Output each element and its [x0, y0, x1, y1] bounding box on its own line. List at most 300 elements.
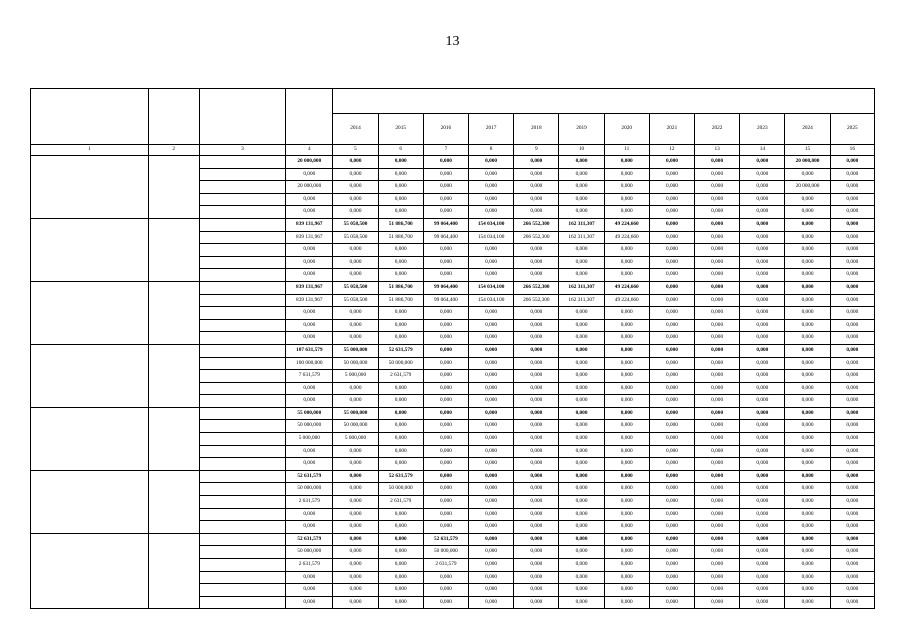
year-value-cell: 0,000: [423, 382, 468, 395]
year-value-cell: 0,000: [559, 193, 604, 206]
year-value-cell: 0,000: [469, 596, 514, 609]
year-value-cell: 5 000,000: [333, 433, 378, 446]
year-value-cell: 0,000: [649, 584, 694, 597]
year-value-cell: 0,000: [740, 281, 785, 294]
year-value-cell: 0,000: [333, 269, 378, 282]
year-value-cell: 0,000: [469, 168, 514, 181]
year-value-cell: 0,000: [830, 395, 874, 408]
year-value-cell: 0,000: [514, 193, 559, 206]
year-value-cell: 0,000: [604, 319, 649, 332]
table-row: [31, 344, 875, 357]
program-name-cell: [31, 533, 149, 609]
total-cell: 0,000: [286, 332, 333, 345]
year-value-cell: 0,000: [604, 395, 649, 408]
table-row: [31, 281, 875, 294]
year-value-cell: 0,000: [604, 496, 649, 509]
year-value-cell: 0,000: [333, 395, 378, 408]
year-value-cell: 0,000: [740, 218, 785, 231]
funding-source-cell: [199, 344, 285, 357]
year-value-cell: 0,000: [649, 533, 694, 546]
year-value-cell: 0,000: [740, 256, 785, 269]
budget-table: [30, 88, 875, 609]
year-value-cell: 0,000: [423, 307, 468, 320]
year-value-cell: 0,000: [378, 508, 423, 521]
funding-source-cell: [199, 294, 285, 307]
year-value-cell: 0,000: [333, 181, 378, 194]
column-number: 5: [333, 145, 378, 156]
funding-source-cell: [199, 307, 285, 320]
year-value-cell: 0,000: [785, 458, 830, 471]
funding-source-cell: [199, 244, 285, 257]
year-value-cell: 0,000: [649, 370, 694, 383]
year-value-cell: 0,000: [785, 294, 830, 307]
year-value-cell: 0,000: [423, 193, 468, 206]
year-value-cell: 0,000: [695, 483, 740, 496]
program-name-cell: [31, 218, 149, 281]
year-value-cell: 0,000: [785, 433, 830, 446]
year-value-cell: 0,000: [469, 433, 514, 446]
year-value-cell: 0,000: [649, 168, 694, 181]
year-value-cell: 0,000: [423, 445, 468, 458]
year-value-cell: 0,000: [469, 156, 514, 169]
year-value-cell: 0,000: [740, 294, 785, 307]
year-value-cell: 0,000: [514, 521, 559, 534]
year-value-cell: 0,000: [649, 559, 694, 572]
year-value-cell: 0,000: [559, 445, 604, 458]
column-number: 12: [649, 145, 694, 156]
total-cell: 100 000,000: [286, 357, 333, 370]
year-value-cell: 0,000: [785, 357, 830, 370]
program-name-cell: [31, 470, 149, 533]
year-value-cell: 0,000: [469, 420, 514, 433]
year-value-cell: 0,000: [333, 596, 378, 609]
year-value-cell: 0,000: [604, 445, 649, 458]
header-year: 2025: [830, 114, 874, 145]
grbs-cell: [148, 156, 199, 219]
year-value-cell: 0,000: [649, 357, 694, 370]
year-value-cell: 0,000: [740, 584, 785, 597]
year-value-cell: 0,000: [604, 269, 649, 282]
total-cell: 0,000: [286, 319, 333, 332]
year-value-cell: 0,000: [695, 244, 740, 257]
year-value-cell: 0,000: [469, 508, 514, 521]
year-value-cell: 0,000: [469, 458, 514, 471]
year-value-cell: 0,000: [785, 521, 830, 534]
total-cell: 20 000,000: [286, 181, 333, 194]
year-value-cell: 99 064,400: [423, 218, 468, 231]
year-value-cell: 0,000: [469, 319, 514, 332]
year-value-cell: 0,000: [378, 445, 423, 458]
funding-source-cell: [199, 156, 285, 169]
year-value-cell: 5 000,000: [333, 370, 378, 383]
year-value-cell: 0,000: [333, 382, 378, 395]
funding-source-cell: [199, 521, 285, 534]
total-cell: 0,000: [286, 244, 333, 257]
table-row: [31, 407, 875, 420]
year-value-cell: 0,000: [785, 508, 830, 521]
funding-source-cell: [199, 445, 285, 458]
year-value-cell: 0,000: [740, 407, 785, 420]
year-value-cell: 0,000: [514, 307, 559, 320]
year-value-cell: 0,000: [830, 584, 874, 597]
column-number: 10: [559, 145, 604, 156]
year-value-cell: 0,000: [378, 269, 423, 282]
year-value-cell: 0,000: [649, 433, 694, 446]
year-value-cell: 0,000: [423, 508, 468, 521]
year-value-cell: 55 058,500: [333, 294, 378, 307]
year-value-cell: 0,000: [514, 483, 559, 496]
year-value-cell: 0,000: [649, 256, 694, 269]
header-source: [199, 89, 285, 145]
total-cell: 0,000: [286, 571, 333, 584]
year-value-cell: 0,000: [830, 193, 874, 206]
year-value-cell: 0,000: [604, 181, 649, 194]
year-value-cell: 0,000: [469, 496, 514, 509]
year-value-cell: 0,000: [830, 156, 874, 169]
year-value-cell: 0,000: [830, 307, 874, 320]
column-number: 14: [740, 145, 785, 156]
program-name-cell: [31, 156, 149, 219]
year-value-cell: 0,000: [333, 332, 378, 345]
year-value-cell: 52 631,579: [423, 533, 468, 546]
year-value-cell: 0,000: [559, 458, 604, 471]
year-value-cell: 0,000: [423, 596, 468, 609]
year-value-cell: 0,000: [514, 206, 559, 219]
year-value-cell: 0,000: [695, 533, 740, 546]
year-value-cell: 0,000: [785, 470, 830, 483]
header-year: 2021: [649, 114, 694, 145]
total-cell: 2 631,579: [286, 559, 333, 572]
year-value-cell: 0,000: [514, 559, 559, 572]
grbs-cell: [148, 470, 199, 533]
year-value-cell: 0,000: [333, 521, 378, 534]
year-value-cell: 0,000: [423, 571, 468, 584]
year-value-cell: 0,000: [333, 483, 378, 496]
year-value-cell: 0,000: [830, 357, 874, 370]
year-value-cell: 0,000: [785, 407, 830, 420]
funding-source-cell: [199, 420, 285, 433]
year-value-cell: 0,000: [423, 269, 468, 282]
year-value-cell: 0,000: [469, 546, 514, 559]
year-value-cell: 0,000: [469, 193, 514, 206]
year-value-cell: 0,000: [830, 458, 874, 471]
year-value-cell: 0,000: [649, 319, 694, 332]
year-value-cell: 0,000: [649, 269, 694, 282]
year-value-cell: 0,000: [378, 319, 423, 332]
year-value-cell: 0,000: [333, 319, 378, 332]
year-value-cell: 0,000: [514, 269, 559, 282]
year-value-cell: 0,000: [740, 332, 785, 345]
column-number: 15: [785, 145, 830, 156]
year-value-cell: 0,000: [785, 596, 830, 609]
year-value-cell: 0,000: [604, 470, 649, 483]
year-value-cell: 0,000: [559, 370, 604, 383]
year-value-cell: 0,000: [469, 407, 514, 420]
year-value-cell: 0,000: [830, 596, 874, 609]
column-number: 4: [286, 145, 333, 156]
year-value-cell: 0,000: [378, 584, 423, 597]
year-value-cell: 0,000: [378, 256, 423, 269]
year-value-cell: 0,000: [695, 584, 740, 597]
year-value-cell: 0,000: [604, 571, 649, 584]
funding-source-cell: [199, 382, 285, 395]
year-value-cell: 0,000: [378, 458, 423, 471]
year-value-cell: 0,000: [333, 546, 378, 559]
year-value-cell: 0,000: [740, 181, 785, 194]
year-value-cell: 0,000: [604, 344, 649, 357]
year-value-cell: 0,000: [649, 496, 694, 509]
year-value-cell: 0,000: [514, 168, 559, 181]
year-value-cell: 0,000: [378, 546, 423, 559]
year-value-cell: 0,000: [695, 521, 740, 534]
year-value-cell: 0,000: [695, 269, 740, 282]
year-value-cell: 0,000: [785, 244, 830, 257]
year-value-cell: 0,000: [830, 332, 874, 345]
year-value-cell: 0,000: [559, 584, 604, 597]
year-value-cell: 0,000: [649, 156, 694, 169]
year-value-cell: 0,000: [830, 445, 874, 458]
header-year: 2020: [604, 114, 649, 145]
year-value-cell: 0,000: [469, 445, 514, 458]
year-value-cell: 0,000: [740, 508, 785, 521]
year-value-cell: 0,000: [469, 357, 514, 370]
year-value-cell: 0,000: [830, 483, 874, 496]
year-value-cell: 0,000: [695, 559, 740, 572]
year-value-cell: 0,000: [830, 256, 874, 269]
year-value-cell: 0,000: [423, 156, 468, 169]
year-value-cell: 0,000: [604, 521, 649, 534]
total-cell: 107 631,579: [286, 344, 333, 357]
funding-source-cell: [199, 407, 285, 420]
column-number: 13: [695, 145, 740, 156]
year-value-cell: 0,000: [649, 470, 694, 483]
funding-source-cell: [199, 483, 285, 496]
year-value-cell: 20 000,000: [785, 181, 830, 194]
year-value-cell: 154 034,100: [469, 281, 514, 294]
funding-source-cell: [199, 508, 285, 521]
year-value-cell: 0,000: [649, 193, 694, 206]
year-value-cell: 0,000: [378, 332, 423, 345]
year-value-cell: 0,000: [514, 458, 559, 471]
funding-source-cell: [199, 458, 285, 471]
year-value-cell: 0,000: [469, 382, 514, 395]
funding-source-cell: [199, 256, 285, 269]
year-value-cell: 51 886,700: [378, 218, 423, 231]
year-value-cell: 0,000: [695, 445, 740, 458]
year-value-cell: 0,000: [378, 307, 423, 320]
year-value-cell: 0,000: [423, 206, 468, 219]
column-number: 6: [378, 145, 423, 156]
year-value-cell: 0,000: [649, 206, 694, 219]
table-header: [31, 89, 875, 156]
year-value-cell: 0,000: [333, 307, 378, 320]
column-number: 3: [199, 145, 285, 156]
header-program: [31, 89, 149, 145]
year-value-cell: 0,000: [333, 571, 378, 584]
year-value-cell: 0,000: [604, 433, 649, 446]
table-row: [31, 533, 875, 546]
funding-source-cell: [199, 559, 285, 572]
year-value-cell: 0,000: [469, 584, 514, 597]
year-value-cell: 0,000: [378, 181, 423, 194]
year-value-cell: 0,000: [695, 319, 740, 332]
year-value-cell: 0,000: [740, 496, 785, 509]
year-value-cell: 50 000,000: [333, 420, 378, 433]
year-value-cell: 0,000: [559, 156, 604, 169]
total-cell: 0,000: [286, 508, 333, 521]
year-value-cell: 0,000: [830, 382, 874, 395]
total-cell: 50 000,000: [286, 483, 333, 496]
year-value-cell: 0,000: [740, 546, 785, 559]
year-value-cell: 266 552,300: [514, 281, 559, 294]
year-value-cell: 0,000: [604, 168, 649, 181]
year-value-cell: 0,000: [514, 445, 559, 458]
year-value-cell: 0,000: [514, 584, 559, 597]
year-value-cell: 0,000: [830, 533, 874, 546]
year-value-cell: 0,000: [333, 559, 378, 572]
year-value-cell: 50 000,000: [333, 357, 378, 370]
year-value-cell: 0,000: [604, 357, 649, 370]
year-value-cell: 0,000: [830, 181, 874, 194]
year-value-cell: 0,000: [378, 420, 423, 433]
year-value-cell: 0,000: [695, 168, 740, 181]
year-value-cell: 0,000: [514, 344, 559, 357]
year-value-cell: 0,000: [423, 370, 468, 383]
year-value-cell: 0,000: [785, 533, 830, 546]
funding-source-cell: [199, 470, 285, 483]
year-value-cell: 0,000: [559, 508, 604, 521]
year-value-cell: 0,000: [785, 206, 830, 219]
year-value-cell: 0,000: [469, 181, 514, 194]
grbs-cell: [148, 533, 199, 609]
header-year: 2015: [378, 114, 423, 145]
year-value-cell: 0,000: [830, 496, 874, 509]
year-value-cell: 0,000: [514, 256, 559, 269]
year-value-cell: 0,000: [785, 420, 830, 433]
year-value-cell: 2 631,579: [378, 496, 423, 509]
year-value-cell: 0,000: [830, 244, 874, 257]
year-value-cell: 0,000: [830, 521, 874, 534]
year-value-cell: 0,000: [333, 193, 378, 206]
year-value-cell: 0,000: [333, 244, 378, 257]
year-value-cell: 0,000: [469, 533, 514, 546]
year-value-cell: 0,000: [559, 382, 604, 395]
year-value-cell: 0,000: [423, 332, 468, 345]
year-value-cell: 0,000: [423, 256, 468, 269]
year-value-cell: 55 058,500: [333, 231, 378, 244]
year-value-cell: 0,000: [333, 470, 378, 483]
year-value-cell: 0,000: [649, 407, 694, 420]
year-value-cell: 154 034,100: [469, 231, 514, 244]
total-cell: 839 131,967: [286, 294, 333, 307]
funding-source-cell: [199, 168, 285, 181]
year-value-cell: 0,000: [559, 533, 604, 546]
year-value-cell: 0,000: [423, 407, 468, 420]
year-value-cell: 0,000: [785, 193, 830, 206]
year-value-cell: 55 058,500: [333, 281, 378, 294]
year-value-cell: 0,000: [514, 508, 559, 521]
year-value-cell: 0,000: [378, 206, 423, 219]
year-value-cell: 0,000: [514, 470, 559, 483]
year-value-cell: 0,000: [785, 332, 830, 345]
total-cell: 0,000: [286, 269, 333, 282]
year-value-cell: 49 224,660: [604, 281, 649, 294]
year-value-cell: 0,000: [785, 319, 830, 332]
year-value-cell: 0,000: [604, 382, 649, 395]
year-value-cell: 0,000: [785, 382, 830, 395]
year-value-cell: 0,000: [740, 559, 785, 572]
funding-source-cell: [199, 496, 285, 509]
year-value-cell: 0,000: [469, 571, 514, 584]
year-value-cell: 0,000: [514, 407, 559, 420]
year-value-cell: 0,000: [333, 445, 378, 458]
year-value-cell: 0,000: [514, 319, 559, 332]
year-value-cell: 0,000: [378, 521, 423, 534]
year-value-cell: 55 000,000: [333, 344, 378, 357]
total-cell: 0,000: [286, 168, 333, 181]
year-value-cell: 154 034,100: [469, 294, 514, 307]
year-value-cell: 0,000: [830, 344, 874, 357]
header-year: 2018: [514, 114, 559, 145]
year-value-cell: 0,000: [423, 496, 468, 509]
year-value-cell: 0,000: [830, 470, 874, 483]
column-number: 9: [514, 145, 559, 156]
funding-source-cell: [199, 231, 285, 244]
year-value-cell: 0,000: [695, 206, 740, 219]
year-value-cell: 50 000,000: [378, 357, 423, 370]
year-value-cell: 0,000: [740, 483, 785, 496]
year-value-cell: 0,000: [559, 168, 604, 181]
year-value-cell: 0,000: [649, 596, 694, 609]
year-value-cell: 0,000: [740, 521, 785, 534]
year-value-cell: 0,000: [830, 319, 874, 332]
year-value-cell: 0,000: [559, 483, 604, 496]
year-value-cell: 0,000: [469, 521, 514, 534]
year-value-cell: 0,000: [649, 307, 694, 320]
year-value-cell: 0,000: [559, 344, 604, 357]
year-value-cell: 0,000: [695, 420, 740, 433]
column-number: 7: [423, 145, 468, 156]
year-value-cell: 0,000: [514, 181, 559, 194]
year-value-cell: 51 886,700: [378, 294, 423, 307]
funding-source-cell: [199, 584, 285, 597]
year-value-cell: 0,000: [740, 307, 785, 320]
year-value-cell: 0,000: [695, 382, 740, 395]
year-value-cell: 0,000: [469, 470, 514, 483]
year-value-cell: 0,000: [740, 395, 785, 408]
year-value-cell: 2 631,579: [423, 559, 468, 572]
year-value-cell: 0,000: [649, 344, 694, 357]
column-number: 2: [148, 145, 199, 156]
year-value-cell: 0,000: [830, 231, 874, 244]
table-body: [31, 156, 875, 609]
total-cell: 0,000: [286, 584, 333, 597]
year-value-cell: 51 886,700: [378, 281, 423, 294]
year-value-cell: 0,000: [559, 206, 604, 219]
year-value-cell: 0,000: [695, 596, 740, 609]
total-cell: 20 000,000: [286, 156, 333, 169]
year-value-cell: 0,000: [333, 496, 378, 509]
total-cell: 0,000: [286, 521, 333, 534]
year-value-cell: 0,000: [333, 168, 378, 181]
year-value-cell: 0,000: [830, 420, 874, 433]
year-value-cell: 0,000: [514, 382, 559, 395]
year-value-cell: 0,000: [604, 370, 649, 383]
year-value-cell: 0,000: [830, 571, 874, 584]
year-value-cell: 0,000: [785, 571, 830, 584]
year-value-cell: 0,000: [785, 218, 830, 231]
year-value-cell: 0,000: [469, 370, 514, 383]
